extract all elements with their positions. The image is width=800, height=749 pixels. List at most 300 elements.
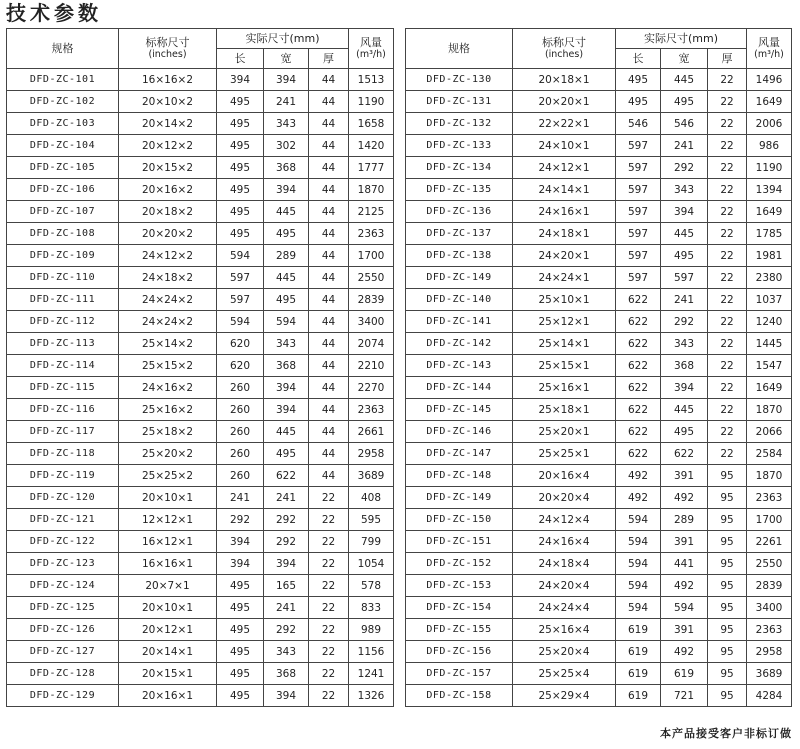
model-cell: DFD-ZC-106 [7,179,119,201]
width-cell: 492 [661,487,708,509]
header-airflow-label: 风量 [360,35,383,49]
table-row [406,91,792,113]
model-cell: DFD-ZC-105 [7,157,119,179]
thickness-cell: 95 [708,575,747,597]
nominal-size-cell: 24×16×1 [513,201,616,223]
width-cell: 597 [661,267,708,289]
nominal-size-cell: 12×12×1 [119,509,217,531]
airflow-cell: 1156 [349,641,394,663]
model-cell: DFD-ZC-134 [406,157,513,179]
airflow-cell: 2958 [349,443,394,465]
table-row [406,333,792,355]
table-row [7,69,394,91]
thickness-cell: 44 [309,377,349,399]
header-nominal [513,29,616,69]
thickness-cell: 22 [708,201,747,223]
model-cell: DFD-ZC-146 [406,421,513,443]
thickness-cell: 95 [708,619,747,641]
length-cell: 622 [616,399,661,421]
thickness-cell: 44 [309,333,349,355]
thickness-cell: 44 [309,179,349,201]
table-row [7,201,394,223]
length-cell: 594 [616,575,661,597]
width-cell: 292 [661,311,708,333]
width-cell: 495 [661,421,708,443]
model-cell: DFD-ZC-131 [406,91,513,113]
thickness-cell: 95 [708,509,747,531]
model-cell: DFD-ZC-149 [406,487,513,509]
airflow-cell: 1981 [747,245,792,267]
width-cell: 445 [661,223,708,245]
table-row [7,223,394,245]
header-actual: 实际尺寸(mm) [217,29,349,49]
thickness-cell: 22 [708,355,747,377]
length-cell: 394 [217,553,264,575]
thickness-cell: 44 [309,267,349,289]
header-length: 长 [616,49,661,69]
airflow-cell: 1394 [747,179,792,201]
header-nominal-unit: (inches) [148,48,187,60]
thickness-cell: 44 [309,113,349,135]
nominal-size-cell: 20×16×1 [119,685,217,707]
table-row [7,619,394,641]
thickness-cell: 95 [708,487,747,509]
thickness-cell: 22 [309,663,349,685]
width-cell: 394 [264,685,309,707]
width-cell: 445 [264,421,309,443]
airflow-cell: 1420 [349,135,394,157]
nominal-size-cell: 20×12×2 [119,135,217,157]
length-cell: 622 [616,289,661,311]
table-row [406,641,792,663]
model-cell: DFD-ZC-151 [406,531,513,553]
nominal-size-cell: 25×25×1 [513,443,616,465]
length-cell: 495 [217,619,264,641]
length-cell: 597 [616,179,661,201]
nominal-size-cell: 20×20×4 [513,487,616,509]
length-cell: 597 [616,245,661,267]
thickness-cell: 22 [708,69,747,91]
thickness-cell: 22 [708,245,747,267]
nominal-size-cell: 20×7×1 [119,575,217,597]
width-cell: 241 [264,91,309,113]
model-cell: DFD-ZC-158 [406,685,513,707]
airflow-cell: 1870 [747,465,792,487]
width-cell: 394 [264,553,309,575]
thickness-cell: 22 [309,619,349,641]
length-cell: 597 [217,289,264,311]
airflow-cell: 1054 [349,553,394,575]
model-cell: DFD-ZC-152 [406,553,513,575]
model-cell: DFD-ZC-125 [7,597,119,619]
table-row [7,399,394,421]
width-cell: 445 [661,399,708,421]
width-cell: 495 [264,223,309,245]
airflow-cell: 1870 [349,179,394,201]
nominal-size-cell: 24×18×1 [513,223,616,245]
nominal-size-cell: 24×20×4 [513,575,616,597]
model-cell: DFD-ZC-112 [7,311,119,333]
length-cell: 597 [616,135,661,157]
airflow-cell: 2363 [747,487,792,509]
width-cell: 445 [661,69,708,91]
thickness-cell: 22 [708,267,747,289]
width-cell: 391 [661,619,708,641]
airflow-cell: 1496 [747,69,792,91]
width-cell: 394 [661,201,708,223]
model-cell: DFD-ZC-135 [406,179,513,201]
airflow-cell: 2270 [349,377,394,399]
header-model: 规格 [406,29,513,69]
width-cell: 343 [661,179,708,201]
model-cell: DFD-ZC-102 [7,91,119,113]
table-row [406,531,792,553]
length-cell: 594 [616,597,661,619]
model-cell: DFD-ZC-110 [7,267,119,289]
table-row [406,135,792,157]
model-cell: DFD-ZC-144 [406,377,513,399]
nominal-size-cell: 16×12×1 [119,531,217,553]
length-cell: 241 [217,487,264,509]
thickness-cell: 22 [309,553,349,575]
airflow-cell: 1777 [349,157,394,179]
model-cell: DFD-ZC-143 [406,355,513,377]
nominal-size-cell: 20×16×2 [119,179,217,201]
model-cell: DFD-ZC-154 [406,597,513,619]
airflow-cell: 3689 [747,663,792,685]
nominal-size-cell: 20×10×2 [119,91,217,113]
header-airflow [747,29,792,69]
table-row [7,509,394,531]
model-cell: DFD-ZC-145 [406,399,513,421]
nominal-size-cell: 24×18×4 [513,553,616,575]
nominal-size-cell: 20×20×2 [119,223,217,245]
airflow-cell: 1240 [747,311,792,333]
thickness-cell: 44 [309,443,349,465]
width-cell: 368 [264,157,309,179]
table-row [406,553,792,575]
airflow-cell: 799 [349,531,394,553]
length-cell: 597 [616,223,661,245]
airflow-cell: 1190 [349,91,394,113]
airflow-cell: 1870 [747,399,792,421]
model-cell: DFD-ZC-103 [7,113,119,135]
table-row [7,443,394,465]
model-cell: DFD-ZC-107 [7,201,119,223]
model-cell: DFD-ZC-119 [7,465,119,487]
length-cell: 620 [217,333,264,355]
model-cell: DFD-ZC-127 [7,641,119,663]
length-cell: 492 [616,487,661,509]
model-cell: DFD-ZC-140 [406,289,513,311]
width-cell: 292 [264,509,309,531]
length-cell: 594 [616,531,661,553]
header-thickness: 厚 [309,49,349,69]
header-thickness: 厚 [708,49,747,69]
table-row [406,245,792,267]
header-width: 宽 [661,49,708,69]
length-cell: 495 [217,641,264,663]
thickness-cell: 95 [708,465,747,487]
airflow-cell: 2006 [747,113,792,135]
thickness-cell: 44 [309,289,349,311]
thickness-cell: 22 [708,311,747,333]
nominal-size-cell: 24×24×1 [513,267,616,289]
airflow-cell: 2261 [747,531,792,553]
length-cell: 619 [616,641,661,663]
length-cell: 495 [217,157,264,179]
width-cell: 241 [264,487,309,509]
airflow-cell: 2550 [349,267,394,289]
table-row [406,311,792,333]
model-cell: DFD-ZC-133 [406,135,513,157]
table-row [7,487,394,509]
model-cell: DFD-ZC-116 [7,399,119,421]
table-row [7,113,394,135]
airflow-cell: 1785 [747,223,792,245]
width-cell: 394 [264,377,309,399]
length-cell: 620 [217,355,264,377]
width-cell: 391 [661,465,708,487]
width-cell: 368 [661,355,708,377]
thickness-cell: 22 [708,113,747,135]
nominal-size-cell: 25×29×4 [513,685,616,707]
airflow-cell: 1513 [349,69,394,91]
thickness-cell: 22 [309,509,349,531]
header-airflow [349,29,394,69]
length-cell: 394 [217,69,264,91]
width-cell: 492 [661,641,708,663]
model-cell: DFD-ZC-126 [7,619,119,641]
model-cell: DFD-ZC-147 [406,443,513,465]
table-row [406,201,792,223]
spec-table-left [6,28,394,707]
thickness-cell: 22 [309,685,349,707]
length-cell: 597 [616,157,661,179]
width-cell: 445 [264,267,309,289]
table-row [7,685,394,707]
header-airflow-unit: (m³/h) [754,48,784,60]
width-cell: 492 [661,575,708,597]
thickness-cell: 22 [708,333,747,355]
model-cell: DFD-ZC-122 [7,531,119,553]
header-nominal-unit: (inches) [544,48,584,60]
airflow-cell: 595 [349,509,394,531]
header-airflow-unit: (m³/h) [356,48,386,60]
thickness-cell: 22 [708,135,747,157]
thickness-cell: 95 [708,553,747,575]
header-model: 规格 [7,29,119,69]
width-cell: 343 [264,333,309,355]
width-cell: 368 [264,355,309,377]
model-cell: DFD-ZC-115 [7,377,119,399]
length-cell: 260 [217,465,264,487]
length-cell: 260 [217,421,264,443]
header-actual: 实际尺寸(mm) [616,29,747,49]
airflow-cell: 1241 [349,663,394,685]
table-row [7,179,394,201]
thickness-cell: 22 [708,421,747,443]
length-cell: 622 [616,377,661,399]
header-nominal-label: 标称尺寸 [542,35,586,49]
thickness-cell: 44 [309,223,349,245]
table-row [7,575,394,597]
thickness-cell: 95 [708,641,747,663]
model-cell: DFD-ZC-148 [406,465,513,487]
table-row [7,333,394,355]
model-cell: DFD-ZC-129 [7,685,119,707]
airflow-cell: 1649 [747,91,792,113]
length-cell: 495 [217,113,264,135]
airflow-cell: 2363 [349,399,394,421]
airflow-cell: 2363 [349,223,394,245]
width-cell: 441 [661,553,708,575]
width-cell: 289 [661,509,708,531]
nominal-size-cell: 20×14×1 [119,641,217,663]
nominal-size-cell: 24×12×2 [119,245,217,267]
thickness-cell: 22 [708,157,747,179]
width-cell: 394 [264,179,309,201]
length-cell: 495 [217,685,264,707]
airflow-cell: 1037 [747,289,792,311]
airflow-cell: 986 [747,135,792,157]
length-cell: 594 [616,509,661,531]
nominal-size-cell: 24×12×4 [513,509,616,531]
table-row [406,179,792,201]
width-cell: 546 [661,113,708,135]
table-row [406,355,792,377]
table-row [7,641,394,663]
length-cell: 594 [217,311,264,333]
airflow-cell: 1700 [747,509,792,531]
length-cell: 495 [616,69,661,91]
table-row [406,509,792,531]
nominal-size-cell: 24×24×4 [513,597,616,619]
width-cell: 622 [264,465,309,487]
airflow-cell: 2210 [349,355,394,377]
nominal-size-cell: 25×14×2 [119,333,217,355]
thickness-cell: 44 [309,135,349,157]
width-cell: 445 [264,201,309,223]
model-cell: DFD-ZC-104 [7,135,119,157]
thickness-cell: 22 [708,377,747,399]
header-nominal [119,29,217,69]
table-row [406,421,792,443]
airflow-cell: 3689 [349,465,394,487]
length-cell: 495 [217,663,264,685]
length-cell: 597 [616,201,661,223]
length-cell: 619 [616,663,661,685]
nominal-size-cell: 25×14×1 [513,333,616,355]
model-cell: DFD-ZC-157 [406,663,513,685]
nominal-size-cell: 22×22×1 [513,113,616,135]
model-cell: DFD-ZC-138 [406,245,513,267]
length-cell: 394 [217,531,264,553]
model-cell: DFD-ZC-149 [406,267,513,289]
nominal-size-cell: 24×20×1 [513,245,616,267]
length-cell: 492 [616,465,661,487]
table-row [7,289,394,311]
nominal-size-cell: 25×18×2 [119,421,217,443]
header-width: 宽 [264,49,309,69]
airflow-cell: 3400 [747,597,792,619]
airflow-cell: 989 [349,619,394,641]
nominal-size-cell: 24×10×1 [513,135,616,157]
length-cell: 292 [217,509,264,531]
airflow-cell: 2363 [747,619,792,641]
thickness-cell: 22 [309,597,349,619]
thickness-cell: 22 [708,289,747,311]
thickness-cell: 44 [309,465,349,487]
table-row [7,245,394,267]
table-row [7,663,394,685]
width-cell: 343 [264,641,309,663]
model-cell: DFD-ZC-150 [406,509,513,531]
thickness-cell: 22 [708,91,747,113]
width-cell: 594 [661,597,708,619]
airflow-cell: 1190 [747,157,792,179]
model-cell: DFD-ZC-120 [7,487,119,509]
model-cell: DFD-ZC-130 [406,69,513,91]
airflow-cell: 2661 [349,421,394,443]
thickness-cell: 44 [309,355,349,377]
table-row [406,113,792,135]
thickness-cell: 22 [309,487,349,509]
model-cell: DFD-ZC-128 [7,663,119,685]
airflow-cell: 2074 [349,333,394,355]
table-row [7,135,394,157]
width-cell: 619 [661,663,708,685]
length-cell: 594 [616,553,661,575]
airflow-cell: 1445 [747,333,792,355]
nominal-size-cell: 24×16×4 [513,531,616,553]
length-cell: 622 [616,421,661,443]
width-cell: 289 [264,245,309,267]
airflow-cell: 578 [349,575,394,597]
nominal-size-cell: 20×16×4 [513,465,616,487]
nominal-size-cell: 20×20×1 [513,91,616,113]
table-row [7,91,394,113]
table-row [7,157,394,179]
airflow-cell: 1547 [747,355,792,377]
width-cell: 394 [661,377,708,399]
airflow-cell: 2380 [747,267,792,289]
table-row [7,553,394,575]
nominal-size-cell: 25×10×1 [513,289,616,311]
length-cell: 495 [217,597,264,619]
width-cell: 302 [264,135,309,157]
model-cell: DFD-ZC-156 [406,641,513,663]
model-cell: DFD-ZC-153 [406,575,513,597]
model-cell: DFD-ZC-142 [406,333,513,355]
thickness-cell: 22 [708,399,747,421]
page-title: 技术参数 [6,1,102,25]
thickness-cell: 95 [708,531,747,553]
thickness-cell: 95 [708,663,747,685]
nominal-size-cell: 25×15×2 [119,355,217,377]
table-row [7,597,394,619]
airflow-cell: 408 [349,487,394,509]
table-row [406,267,792,289]
width-cell: 394 [264,399,309,421]
length-cell: 495 [217,179,264,201]
custom-order-note: 本产品接受客户非标订做 [660,727,792,740]
spec-table-right [405,28,792,707]
width-cell: 721 [661,685,708,707]
table-row [406,443,792,465]
airflow-cell: 1649 [747,201,792,223]
nominal-size-cell: 25×16×4 [513,619,616,641]
